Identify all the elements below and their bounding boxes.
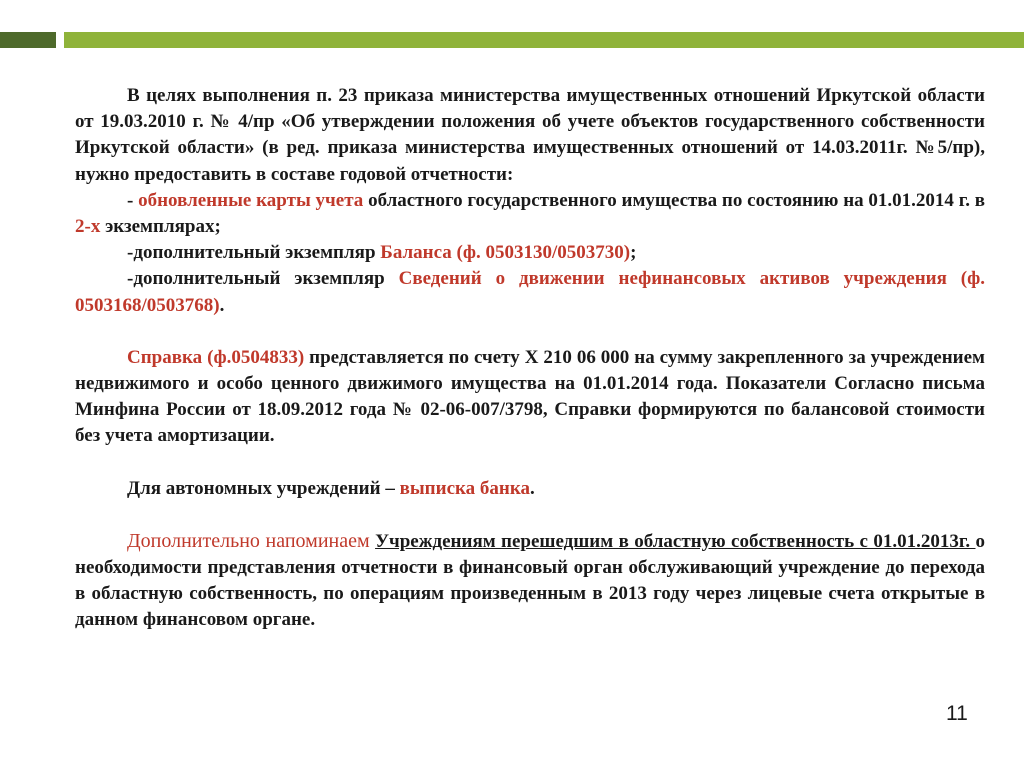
autonomous-paragraph bbox=[75, 476, 985, 502]
autonomous-text: Для автономных учреждений – bbox=[127, 477, 400, 499]
highlight-balance: Баланса (ф. 0503130/0503730) bbox=[380, 242, 631, 264]
highlight-reminder: Дополнительно напоминаем bbox=[127, 529, 370, 552]
reminder-text: о необходимости представления отчетности в финансовый орган обслуживающий учреждение до перехода в областную собственность, по операциям произведенным в 2013 году через лицевые счета открытые в данном финансовом органе. bbox=[75, 530, 985, 631]
highlight-bank-statement: выписка банка bbox=[399, 477, 531, 499]
spacer bbox=[75, 502, 985, 528]
spacer bbox=[75, 450, 985, 476]
list-item-assets bbox=[75, 266, 985, 318]
list-item-assets-suffix: . bbox=[219, 294, 225, 316]
reminder-paragraph bbox=[75, 528, 985, 634]
slide-body bbox=[75, 83, 985, 634]
list-item-cards-text-end: экземплярах; bbox=[100, 216, 221, 238]
page-number: 11 bbox=[946, 702, 968, 725]
list-item-balance-suffix: ; bbox=[630, 242, 637, 264]
list-item-dash: - bbox=[127, 189, 139, 211]
list-item-balance bbox=[75, 240, 985, 266]
header-bar-light bbox=[64, 32, 1024, 48]
spacer bbox=[75, 319, 985, 345]
header-bar-dark bbox=[0, 32, 56, 48]
highlight-cards: обновленные карты учета bbox=[138, 189, 364, 211]
list-item-cards bbox=[75, 188, 985, 240]
reminder-underlined: Учреждениям перешедшим в областную собственность с 01.01.2013г. bbox=[375, 530, 976, 552]
autonomous-suffix: . bbox=[530, 477, 535, 499]
certificate-text: представляется по счету Х 210 06 000 на сумму закрепленного за учреждением недвижимого и особо ценного движимого имущества на 01.01.2014 года. Показатели Согласно письма Минфина России от 18.09.2012 года № 02-06-007/3798, Справки формируются по балансовой стоимости без учета амортизации. bbox=[75, 346, 985, 447]
list-item-balance-prefix: -дополнительный экземпляр bbox=[127, 242, 381, 264]
list-item-cards-text: областного государственного имущества по состоянию на 01.01.2014 г. в bbox=[363, 189, 985, 211]
highlight-assets: Сведений о движении нефинансовых активов учреждения (ф. 0503168/0503768) bbox=[75, 268, 986, 316]
highlight-copies: 2-х bbox=[75, 216, 101, 238]
intro-paragraph: В целях выполнения п. 23 приказа министерства имущественных отношений Иркутской области от 19.03.2010 г. № 4/пр «Об утверждении положения об учете объектов государственного собственности Иркутской области» (в ред. приказа министерства имущественных отношений от 14.03.2011г. №5/пр), нужно предоставить в составе годовой отчетности: bbox=[75, 85, 985, 185]
list-item-assets-prefix: -дополнительный экземпляр bbox=[127, 268, 399, 290]
highlight-certificate: Справка (ф.0504833) bbox=[127, 346, 305, 368]
certificate-paragraph bbox=[75, 345, 985, 450]
